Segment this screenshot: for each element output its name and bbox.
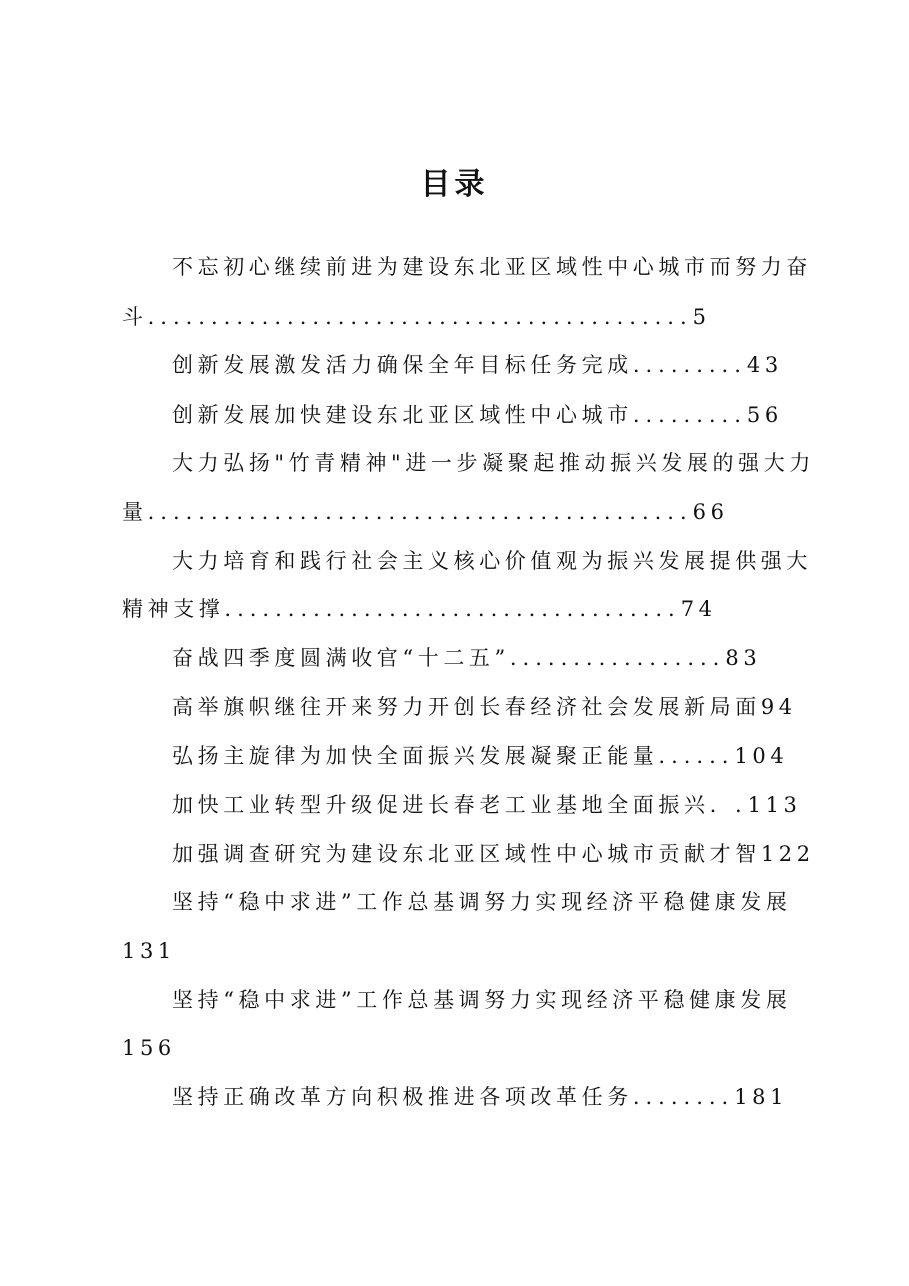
toc-entry-7 (172, 692, 797, 722)
toc-entry-2 (172, 350, 783, 380)
toc-entry-11-line1: 坚持“稳中求进”工作总基调努力实现经济平稳健康发展 (172, 890, 792, 914)
toc-entry-text: 加强调查研究为建设东北亚区域性中心城市贡献才智 (172, 842, 761, 866)
toc-entry-4-line2 (122, 497, 729, 527)
toc-leader-dots: ................. (509, 646, 726, 670)
toc-leader-dots: ........................................... (147, 305, 693, 329)
toc-entry-5-line2 (122, 594, 717, 624)
toc-entry-text: 弘扬主旋律为加快全面振兴发展凝聚正能量 (172, 744, 659, 768)
toc-entry-13 (172, 1082, 788, 1112)
toc-page-number: 43 (746, 353, 783, 377)
toc-leader-dots: .................................... (224, 597, 681, 621)
toc-entry-text: 斗 (122, 305, 148, 329)
toc-entry-1-line2 (122, 302, 711, 332)
toc-leader-dots: ......... (632, 403, 747, 427)
toc-page-number: 83 (725, 646, 762, 670)
toc-entry-text: 创新发展激发活力确保全年目标任务完成 (172, 353, 633, 377)
toc-entry-text: 奋战四季度圆满收官“十二五” (172, 646, 510, 670)
toc-entry-text: 精神支撑 (122, 597, 225, 621)
toc-entry-text: 量 (122, 500, 148, 524)
toc-entry-text: 加快工业转型升级促进长春老工业基地全面振兴 (172, 793, 710, 817)
toc-page-number: 181 (734, 1085, 789, 1109)
toc-entry-3 (172, 400, 783, 430)
toc-leader-dots: ......... (632, 353, 747, 377)
toc-entry-9 (172, 790, 802, 820)
toc-page-number: 5 (692, 305, 711, 329)
toc-page-number: 56 (746, 403, 783, 427)
toc-leader-dots: ...... (658, 744, 735, 768)
toc-leader-dots: . . (709, 793, 748, 817)
toc-entry-10 (172, 839, 815, 869)
toc-page-number: 104 (734, 744, 789, 768)
toc-page-number: 94 (760, 695, 797, 719)
toc-entry-text: 高举旗帜继往开来努力开创长春经济社会发展新局面 (172, 695, 761, 719)
toc-entry-1-line1: 不忘初心继续前进为建设东北亚区域性中心城市而努力奋 (172, 255, 812, 279)
toc-page-number: 113 (747, 793, 802, 817)
toc-entry-5-line1: 大力培育和践行社会主义核心价值观为振兴发展提供强大 (172, 549, 812, 573)
toc-entry-6 (172, 643, 761, 673)
toc-entry-text: 坚持正确改革方向积极推进各项改革任务 (172, 1085, 633, 1109)
toc-entry-8 (172, 741, 788, 771)
toc-title: 目录 (420, 167, 489, 202)
toc-page-number: 74 (680, 597, 717, 621)
toc-entry-12-line1: 坚持“稳中求进”工作总基调努力实现经济平稳健康发展 (172, 988, 792, 1012)
toc-entry-4-line1: 大力弘扬"竹青精神"进一步凝聚起推动振兴发展的强大力 (172, 451, 815, 475)
toc-leader-dots: ........ (632, 1085, 735, 1109)
toc-entry-text: 创新发展加快建设东北亚区域性中心城市 (172, 403, 633, 427)
toc-leader-dots: ........................................... (147, 500, 693, 524)
toc-page-number: 66 (692, 500, 729, 524)
toc-entry-11-page-number: 131 (122, 939, 176, 963)
toc-page-number: 122 (760, 842, 815, 866)
toc-entry-12-page-number: 156 (122, 1036, 176, 1060)
